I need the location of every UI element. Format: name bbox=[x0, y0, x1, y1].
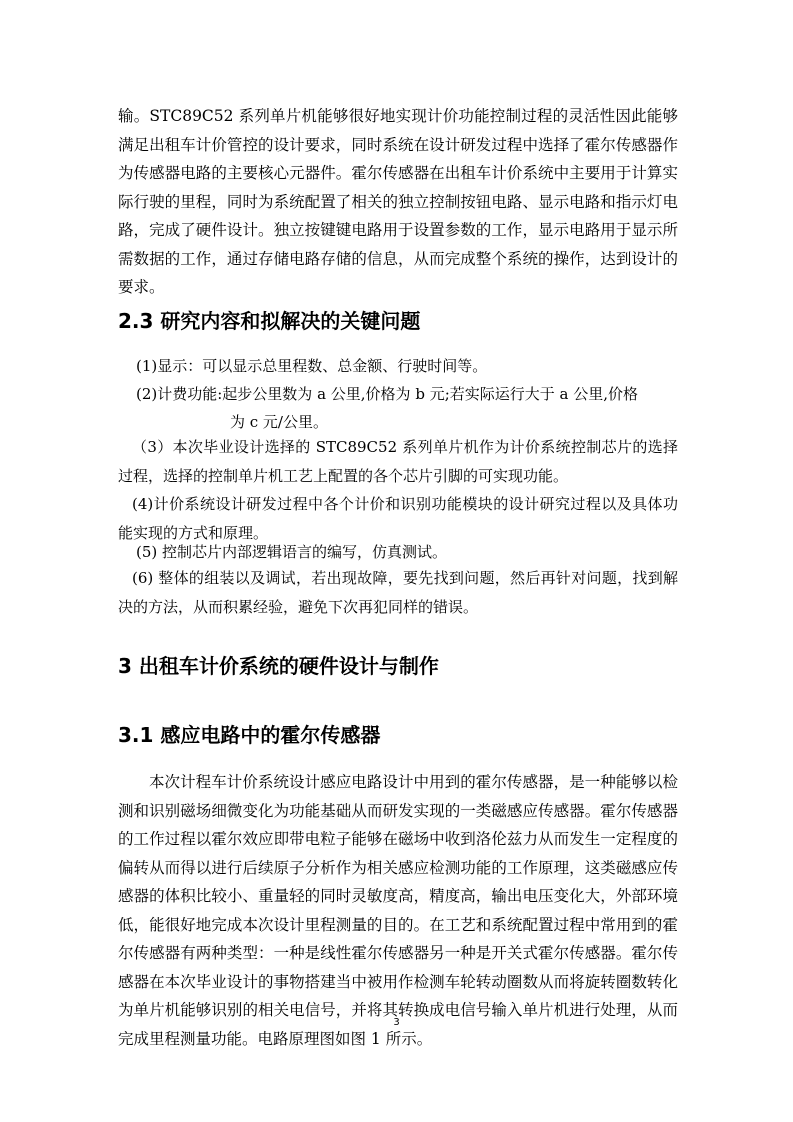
section-3-1-title: 3.1 感应电路中的霍尔传感器 bbox=[118, 723, 381, 747]
chapter-3-title: 3 出租车计价系统的硬件设计与制作 bbox=[118, 654, 439, 678]
paragraph-intro: 输。STC89C52 系列单片机能够很好地实现计价功能控制过程的灵活性因此能够满足出租车计价管控的设计要求，同时系统在设计研发过程中选择了霍尔传感器作为传感器电路的主要核心元器件。霍尔传感器在出租车计价系统中主要用于计算实际行驶的里程，同时为系统配置了相关的独立控制按钮电路、显示电路和指示灯电路，完成了硬件设计。独立按键键电路用于设置参数的工作，显示电路用于显示所需数据的工作，通过存储电路存储的信息，从而完成整个系统的操作，达到设计的要求。 bbox=[118, 107, 678, 296]
list-item-2-cont: 为 c 元/公里。 bbox=[230, 413, 328, 431]
list-item-3: （3）本次毕业设计选择的 STC89C52 系列单片机作为计价系统控制芯片的选择过程，选择的控制单片机工艺上配置的各个芯片引脚的可实现功能。 bbox=[118, 438, 678, 485]
section-2-3-title: 2.3 研究内容和拟解决的关键问题 bbox=[118, 309, 421, 333]
list-item-4: (4)计价系统设计研发过程中各个计价和识别功能模块的设计研究过程以及具体功能实现的方式和原理。 bbox=[118, 495, 678, 542]
list-item-6: (6) 整体的组装以及调试，若出现故障，要先找到问题，然后再针对问题，找到解决的方法，从而积累经验，避免下次再犯同样的错误。 bbox=[118, 569, 678, 616]
page-number: 3 bbox=[393, 1017, 400, 1028]
list-item-2: (2)计费功能:起步公里数为 a 公里,价格为 b 元;若实际运行大于 a 公里,价格 bbox=[136, 385, 638, 403]
paragraph-hall-sensor: 本次计程车计价系统设计感应电路设计中用到的霍尔传感器，是一种能够以检测和识别磁场细微变化为功能基础从而研发实现的一类磁感应传感器。霍尔传感器的工作过程以霍尔效应即带电粒子能够在磁场中收到洛伦兹力从而发生一定程度的偏转从而得以进行后续原子分析作为相关感应检测功能的工作原理，这类磁感应传感器的体积比较小、重量轻的同时灵敏度高，精度高，输出电压变化大，外部环境低，能很好地完成本次设计里程测量的目的。在工艺和系统配置过程中常用到的霍尔传感器有两种类型：一种是线性霍尔传感器另一种是开关式霍尔传感器。霍尔传感器在本次毕业设计的事物搭建当中被用作检测车轮转动圈数从而将旋转圈数转化为单片机能够识别的相关电信号，并将其转换成电信号输入单片机进行处理，从而完成里程测量功能。电路原理图如图 1 所示。 bbox=[118, 773, 678, 1048]
list-item-1: (1)显示：可以显示总里程数、总金额、行驶时间等。 bbox=[136, 357, 488, 375]
list-item-5: (5) 控制芯片内部逻辑语言的编写，仿真测试。 bbox=[136, 543, 448, 561]
